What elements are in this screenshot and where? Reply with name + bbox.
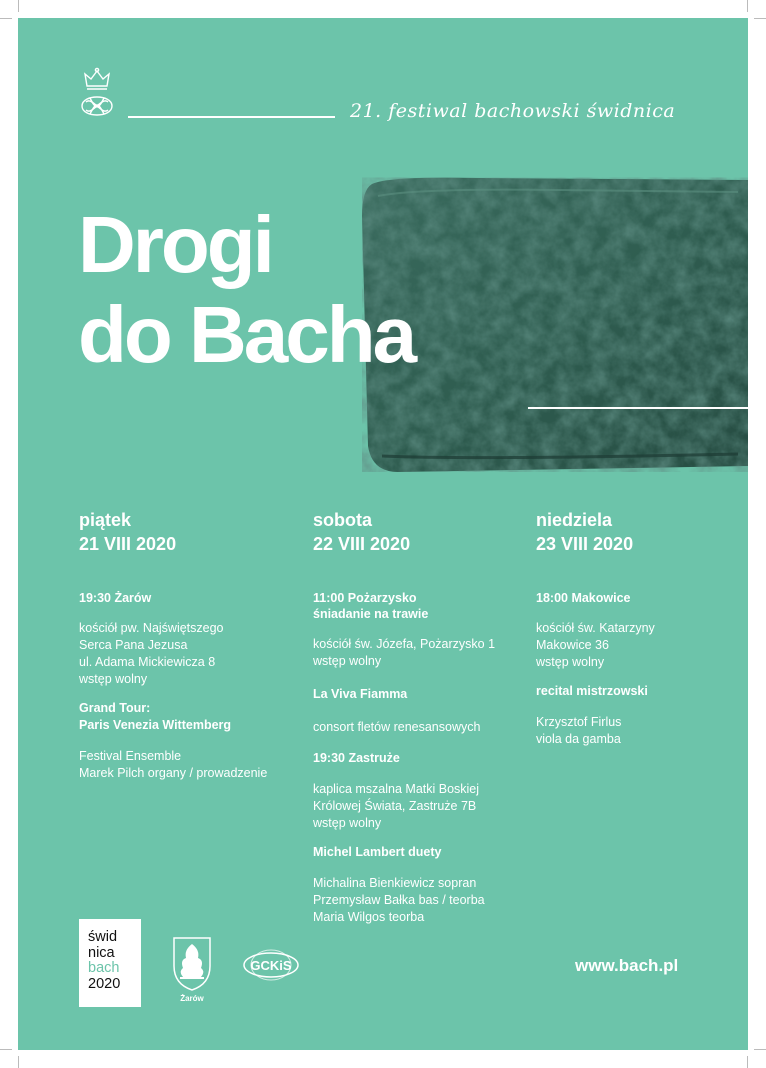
crop-mark [754, 1049, 766, 1050]
website-link[interactable]: www.bach.pl [575, 956, 679, 975]
venue-line: Serca Pana Jezusa [79, 638, 188, 652]
venue-line: kościół św. Józefa, Pożarzysko 1 [313, 637, 496, 651]
day-heading [313, 508, 523, 556]
day-heading [536, 508, 736, 556]
event-venue [313, 781, 523, 832]
gckis-label: GCKiS [250, 958, 292, 973]
event-venue [536, 620, 736, 671]
page-title [78, 200, 414, 380]
performer-line: Festival Ensemble [79, 749, 182, 763]
event-program: recital mistrzowski [536, 684, 648, 698]
event-time: 18:00 Makowice [536, 591, 631, 605]
crop-mark [0, 18, 12, 19]
logo-line: 2020 [88, 975, 121, 992]
day-name: niedziela [536, 510, 613, 530]
event-performers [313, 875, 523, 926]
zarow-logo-icon [170, 936, 214, 1004]
event-performers [79, 748, 294, 782]
crop-mark [754, 18, 766, 19]
venue-line: kościół pw. Najświętszego [79, 621, 224, 635]
performer-line: viola da gamba [536, 732, 621, 746]
event-time [313, 590, 523, 622]
day-name: sobota [313, 510, 373, 530]
performer-line: Marek Pilch organy / prowadzenie [79, 766, 268, 780]
venue-line: kościół św. Katarzyny [536, 621, 655, 635]
logo-line: nica [88, 944, 115, 961]
swidnica-bach-logo [79, 919, 141, 1007]
time-line: śniadanie na trawie [313, 607, 429, 621]
venue-line: wstęp wolny [313, 816, 382, 830]
logo-line: bach [88, 960, 120, 976]
venue-line: ul. Adama Mickiewicza 8 [79, 655, 216, 669]
event-time: 19:30 Żarów [79, 591, 152, 605]
venue-line: kaplica mszalna Matki Boskiej [313, 782, 480, 796]
venue-line: wstęp wolny [536, 655, 605, 669]
day-date: 23 VIII 2020 [536, 534, 634, 554]
day-column-sunday [536, 508, 736, 748]
performer-line: Przemysław Bałka bas / teorba [313, 893, 485, 907]
program-line: Paris Venezia Wittemberg [79, 718, 232, 732]
crop-mark [18, 0, 19, 12]
day-date: 21 VIII 2020 [79, 534, 177, 554]
title-line-1: Drogi [78, 200, 272, 289]
day-column-saturday [313, 508, 523, 926]
performer-line: Maria Wilgos teorba [313, 910, 425, 924]
venue-line: Królowej Świata, Zastruże 7B [313, 799, 477, 813]
venue-line: Makowice 36 [536, 638, 609, 652]
event-program: La Viva Fiamma [313, 687, 408, 701]
crest-icon [78, 66, 116, 126]
brick-image [358, 176, 748, 474]
venue-line: wstęp wolny [313, 654, 382, 668]
day-name: piątek [79, 510, 132, 530]
gckis-logo-icon [240, 948, 302, 982]
event-venue [79, 620, 294, 688]
crop-mark [747, 0, 748, 12]
event-program [79, 700, 294, 734]
header-rule [128, 116, 335, 118]
event-program: Michel Lambert duety [313, 845, 442, 859]
event-time: 19:30 Zastruże [313, 751, 400, 765]
title-rule [528, 407, 748, 409]
zarow-label: Żarów [180, 994, 204, 1003]
festival-tagline: 21. festiwal bachowski świdnica [350, 100, 676, 122]
crop-mark [0, 1049, 12, 1050]
day-column-friday [79, 508, 294, 782]
crop-mark [747, 1056, 748, 1068]
venue-line: wstęp wolny [79, 672, 148, 686]
event-venue [313, 636, 523, 670]
crop-mark [18, 1056, 19, 1068]
logo-line: świd [88, 929, 118, 945]
event-description: consort fletów renesansowych [313, 720, 481, 734]
day-heading [79, 508, 294, 556]
time-line: 11:00 Pożarzysko [313, 591, 417, 605]
day-date: 22 VIII 2020 [313, 534, 411, 554]
poster [18, 18, 748, 1050]
performer-line: Michalina Bienkiewicz sopran [313, 876, 477, 890]
performer-line: Krzysztof Firlus [536, 715, 622, 729]
event-performers [536, 714, 736, 748]
program-line: Grand Tour: [79, 701, 151, 715]
title-line-2: do Bacha [78, 290, 415, 379]
